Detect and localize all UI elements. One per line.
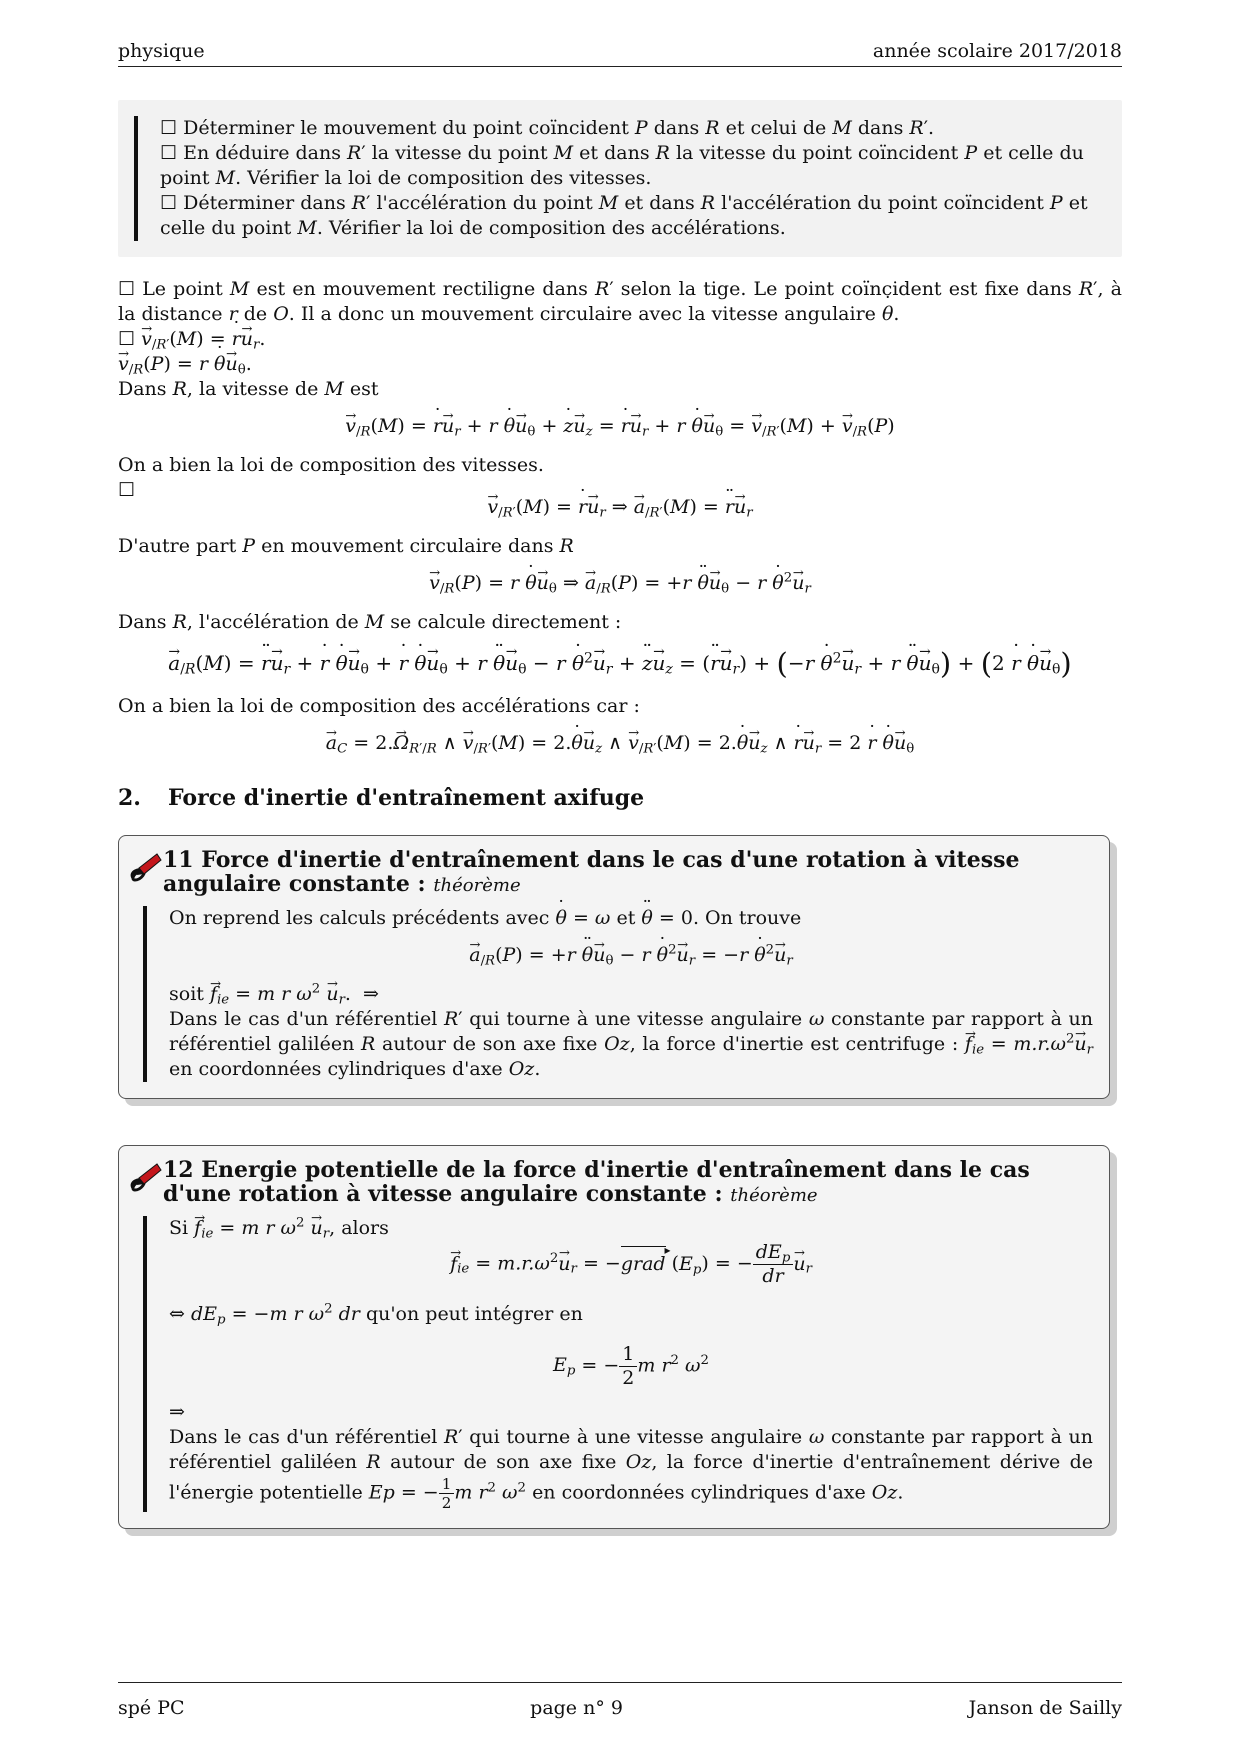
theorem-12-box	[118, 1145, 1110, 1529]
section-heading	[118, 786, 1122, 811]
page-content	[118, 100, 1122, 1529]
header-year: année scolaire 2017/2018	[872, 40, 1122, 62]
footer-school: Janson de Sailly	[968, 1697, 1122, 1719]
footer-class: spé PC	[118, 1697, 185, 1719]
answer-dans-r-acc: Dans R, l'accélération de M se calcule directement :	[118, 611, 622, 633]
theorem-11-box	[118, 835, 1110, 1099]
question-list	[134, 116, 1104, 241]
answer-dans-r: Dans R, la vitesse de M est	[118, 378, 379, 400]
answer-loi-vitesses: On a bien la loi de composition des vitesses.	[118, 454, 544, 476]
answer-autre-part: D'autre part P en mouvement circulaire dans R	[118, 535, 574, 557]
page-footer	[118, 1682, 1122, 1719]
theorem-11-title: 11 Force d'inertie d'entraînement dans le cas d'une rotation à vitesse angulaire constante : théorème	[163, 847, 1020, 898]
page-header	[118, 40, 1122, 67]
theorem-pen-icon	[127, 1160, 163, 1194]
footer-page-number: page n° 9	[530, 1697, 623, 1719]
theorem-12-implies: ⇒	[169, 1400, 185, 1423]
answer-block	[118, 277, 1122, 756]
question-1: ☐ Déterminer le mouvement du point coïncident P dans R et celui de M dans R′.	[160, 117, 935, 139]
theorem-12-equiv: ⇔ $dE_p = -m$ r $\omega^2$ dr qu'on peut intégrer en	[169, 1301, 583, 1328]
theorem-11-soit: soit → $f_{ie} = m$ r $\omega^2 \to u_r$. ⇒	[169, 982, 1093, 1007]
answer-p1: ☐ Le point M est en mouvement rectiligne dans R′ selon la tige. Le point coïncident est fixe dans R′, à la distance r de O. Il a donc un mouvement circulaire avec la vitesse angulaire ˙ θ.	[118, 277, 1122, 327]
equation-acc-totale: → $a_{/R}(M)$ = ¨ $r\to u_r$ + ˙ r ˙ $\theta\to u_\theta$ + ˙ r ˙ $\theta\to u_\theta + r$ ¨ $\theta\to u_\theta - r$ ˙ $\theta^2\to u_r$ + ¨ $z\to u_z$ = (¨ $r\to u_r) + (-r$ ˙ $\theta^2\to u_r + r$ ¨ $\theta\to u_\theta) + (2$ ˙ r ˙ $\theta\to u_\theta$)	[118, 651, 1122, 676]
answer-vitesse-relative: ☐ → $v_{/R'}(M)$ = ˙ $r\to u_r$.	[118, 327, 1122, 352]
section-title: Force d'inertie d'entraînement axifuge	[168, 785, 645, 812]
question-box	[118, 100, 1122, 257]
theorem-12-title: 12 Energie potentielle de la force d'inertie d'entraînement dans le cas d'une rotation à vitesse angulaire constante : théorème	[163, 1157, 1030, 1208]
theorem-12-equation-grad: → $f_{ie} = m.r.\omega^2\to u_r$ = −grad ▸ $(E_p)$ = − $\frac{dE_p}{dr}$ → $u_r$	[169, 1241, 1093, 1288]
equation-acc-relative: → $v_{/R'}(M)$ = ˙ $r\to u_r$ ⇒ → $a_{/R'}(M)$ = ¨ $r\to u_r$	[118, 495, 1122, 520]
answer-box-4: ☐	[118, 479, 136, 501]
answer-loi-acc: On a bien la loi de composition des accélérations car :	[118, 695, 640, 718]
question-3: ☐ Déterminer dans R′ l'accélération du point M et dans R l'accélération du point coïncident P et celle du point M. Vérifier la loi de composition des accélérations.	[160, 192, 1088, 239]
theorem-11-equation: → $a_{/R}(P) = +r$ ¨ $\theta\to u_\theta - r$ ˙ $\theta^2\to u_r = -r$ ˙ $\theta^2\to u_r$	[169, 943, 1093, 968]
theorem-pen-icon	[127, 850, 163, 884]
theorem-12-si: $Si \to f_{ie} = m$ r $\omega^2 \to u_r$, alors	[169, 1216, 1093, 1241]
theorem-12-equation-ep: $E_p$ = − $\frac{1}{2}$ m $r^2$ $\omega^2$	[552, 1343, 710, 1389]
equation-acc-entrainement: → $v_{/R}(P) = r$ ˙ $\theta\to u_\theta$ ⇒ → $a_{/R}(P) = +r$ ¨ $\theta\to u_\theta - r$ ˙ $\theta^2\to u_r$	[118, 571, 1122, 596]
theorem-11-body	[143, 906, 1093, 1082]
theorem-12-body	[143, 1216, 1093, 1512]
equation-vitesse: → $v_{/R}(M)$ = ˙ $r\to u_r + r$ ˙ $\theta\to u_\theta$ + ˙ $z\to u_z$ = ˙ $r\to u_r + r$ ˙ $\theta\to u_\theta$ = → $v_{/R'}(M)$ + → $v_{/R}(P)$	[118, 414, 1122, 439]
equation-coriolis: → $a_C = 2.\to \Omega_{R'/R}$ ∧ → $v_{/R'}(M)$ = 2.˙ $\theta\to u_z$ ∧ → $v_{/R'}(M)$ = 2.˙ $\theta\to u_z$ ∧ ˙ $r\to u_r = 2$ ˙ r ˙ $\theta\to u_\theta$	[118, 731, 1122, 756]
theorem-11-intro: On reprend les calculs précédents avec ˙ θ = ω et ¨ θ = 0. On trouve	[169, 906, 1093, 931]
theorem-11-conclusion: Dans le cas d'un référentiel R′ qui tourne à une vitesse angulaire ω constante par rapport à un référentiel galiléen R autour de son axe fixe Oz, la force d'inertie est centrifuge : → $f_{ie} = m.r.\omega^2\to u_r$ en coordonnées cylindriques d'axe Oz.	[169, 1007, 1093, 1082]
header-subject: physique	[118, 40, 205, 62]
answer-vitesse-entrainement: → $v_{/R}(P) = r$ ˙ $\theta\to u_\theta$.	[118, 352, 1122, 377]
section-number: 2.	[118, 785, 141, 812]
question-2: ☐ En déduire dans R′ la vitesse du point M et dans R la vitesse du point coïncident P et celle du point M. Vérifier la loi de composition des vitesses.	[160, 142, 1084, 189]
theorem-12-conclusion: Dans le cas d'un référentiel R′ qui tourne à une vitesse angulaire ω constante par rapport à un référentiel galiléen R autour de son axe fixe Oz, la force d'inertie d'entraînement dérive de l'énergie potentielle Ep = − $\frac{1}{2}$ m $r^2$ $\omega^2$ en coordonnées cylindriques d'axe Oz.	[169, 1425, 1094, 1512]
